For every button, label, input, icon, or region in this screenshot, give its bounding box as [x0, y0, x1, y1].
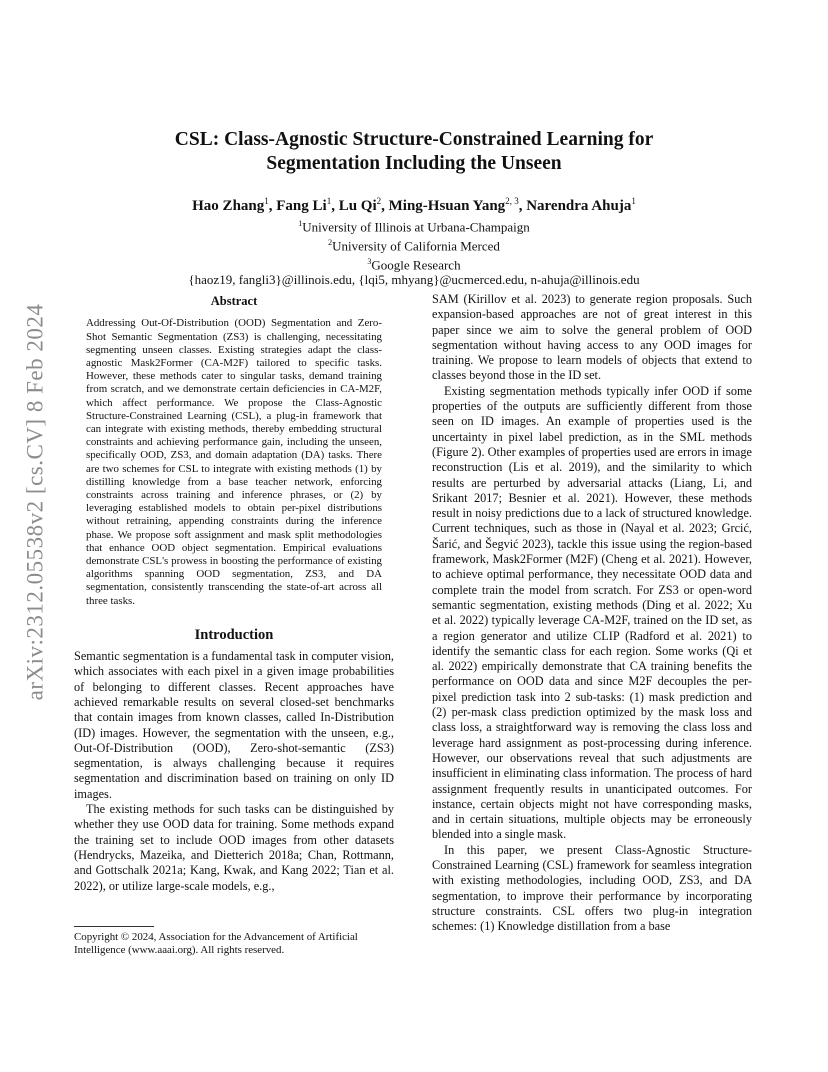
left-column	[74, 292, 394, 894]
arxiv-identifier-text: arXiv:2312.05538v2 [cs.CV] 8 Feb 2024	[22, 303, 47, 701]
intro-paragraph-2: The existing methods for such tasks can be distinguished by whether they use OOD data for training. Some methods expand the training set to include OOD images from other datasets (Hendrycks, Mazeika, and Dietterich 2018a; Chan, Rottmann, and Gottschalk 2021a; Kang, Kwak, and Kang 2022; Tian et al. 2022), or utilize large-scale models, e.g.,	[74, 802, 394, 893]
abstract-body: Addressing Out-Of-Distribution (OOD) Segmentation and Zero-Shot Semantic Segmentation (ZS3) is challenging, necessitating segmenting unseen classes. Existing strategies adapt the class-agnostic Mask2Former (CA-M2F) tailored to specific tasks. However, these methods cater to singular tasks, demand training from scratch, and we demonstrate certain deficiencies in CA-M2F, which affect performance. We propose the Class-Agnostic Structure-Constrained Learning (CSL), a plug-in framework that can integrate with existing methods, thereby embedding structural constraints and achieving performance gain, including the unseen, specifically OOD, ZS3, and domain adaptation (DA) tasks. There are two schemes for CSL to integrate with existing methods (1) by distilling knowledge from a base teacher network, enforcing constraints across training and inference phrases, or (2) by leveraging established models to obtain per-pixel distributions without retraining, appending constraints during the inference phase. We propose soft assignment and mask split methodologies that enhance OOD object segmentation. Empirical evaluations demonstrate CSL's prowess in boosting the performance of existing algorithms spanning OOD segmentation, ZS3, and DA segmentation, consistently transcending the state-of-art across all three tasks.	[86, 317, 382, 607]
arxiv-identifier-stamp	[16, 292, 54, 712]
introduction-heading: Introduction	[194, 626, 274, 643]
right-paragraph-1: SAM (Kirillov et al. 2023) to generate region proposals. Such expansion-based approaches are not of great interest in this paper since we aim to solve the general problem of OOD segmentation without having access to any OOD images for training. We propose to learn models of objects that extend to classes beyond those in the ID set.	[432, 292, 752, 383]
author: Ming-Hsuan Yang$^{2, 3}$,	[388, 196, 527, 214]
copyright-text: Copyright © 2024, Association for the Advancement of Artificial Intelligence (www.aaai.org). All rights reserved.	[74, 931, 358, 957]
author-list	[60, 191, 768, 216]
copyright-footnote	[74, 926, 394, 958]
author-emails: {haoz19, fangli3}@illinois.edu, {lqi5, mhyang}@ucmerced.edu, n-ahuja@illinois.edu	[188, 272, 640, 288]
author: Fang Li$^1$,	[276, 196, 339, 214]
title-line-2: Segmentation Including the Unseen	[266, 153, 562, 174]
intro-paragraph-1: Semantic segmentation is a fundamental task in computer vision, which associates with each pixel in a given image probabilities of belonging to different classes. Recent approaches have achieved remarkable results on several closed-set benchmarks that contain images from known classes, called In-Distribution (ID) images. However, the segmentation with the unseen, e.g., Out-Of-Distribution (OOD), Zero-shot-semantic (ZS3) segmentation, is always challenging because it requires segmentation and discrimination based on training on only ID images.	[74, 649, 394, 801]
affiliation-list	[60, 216, 768, 288]
paper-title	[60, 128, 768, 176]
author: Hao Zhang$^1$,	[192, 196, 277, 214]
right-column	[432, 292, 752, 934]
affiliation: $^1$University of Illinois at Urbana-Champaign	[298, 219, 530, 235]
author: Lu Qi$^2$,	[338, 196, 389, 214]
affiliation: $^3$Google Research	[367, 256, 461, 272]
right-paragraph-3: In this paper, we present Class-Agnostic Structure-Constrained Learning (CSL) framework for seamless integration with existing methodologies, including OOD, ZS3, and DA segmentation, to improve their performance by incorporating structure constraints. CSL offers two plug-in integration schemes: (1) Knowledge distillation from a base	[432, 842, 752, 934]
author: Narendra Ahuja$^1$	[526, 196, 636, 214]
abstract-heading: Abstract	[210, 294, 258, 308]
footnote-rule	[74, 926, 154, 927]
paper-header	[60, 128, 768, 288]
affiliation: $^2$University of California Merced	[328, 237, 500, 254]
title-line-1: CSL: Class-Agnostic Structure-Constrained Learning for	[174, 129, 654, 150]
right-paragraph-2: Existing segmentation methods typically infer OOD if some properties of the outputs are sufficiently different from those seen on ID images. An example of properties used is the uncertainty in pixel label prediction, as in the SML methods (Figure 2). Other examples of properties used are errors in image reconstruction (Lis et al. 2019), and the similarity to which results are perturbed by adversarial attacks (Liang, Li, and Srikant 2017; Besnier et al. 2021). However, these methods result in noisy predictions due to a lack of structured knowledge. Current techniques, such as those in (Nayal et al. 2023; Grcić, Šarić, and Šegvić 2023), tackle this issue using the region-based framework, Mask2Former (M2F) (Cheng et al. 2021). However, to achieve optimal performance, they necessitate OOD data and complete train the model from scratch. For ZS3 or open-word semantic segmentation, existing methods (Ding et al. 2022; Xu et al. 2022) typically leverage CA-M2F, trained on the ID set, as a region generator and utilize CLIP (Radford et al. 2021) to identify the semantic class for each region. Some works (Qi et al. 2022) empirically demonstrate that CA training benefits the performance on OOD data and since M2F decouples the per-pixel prediction task into 2 sub-tasks: (1) mask prediction and (2) per-mask class prediction optimized by the mask loss and class loss, a straightforward way is removing the class loss and leverage hard assignment as post-processing during inference. However, our observations reveal that such adjustments are insufficient in eliminating class information. The process of hard assignment frequently results in unanticipated outcomes. For instance, certain objects might not have corresponding masks, and in certain situations, multiple objects may be erroneously blended into a single mask.	[432, 383, 752, 842]
